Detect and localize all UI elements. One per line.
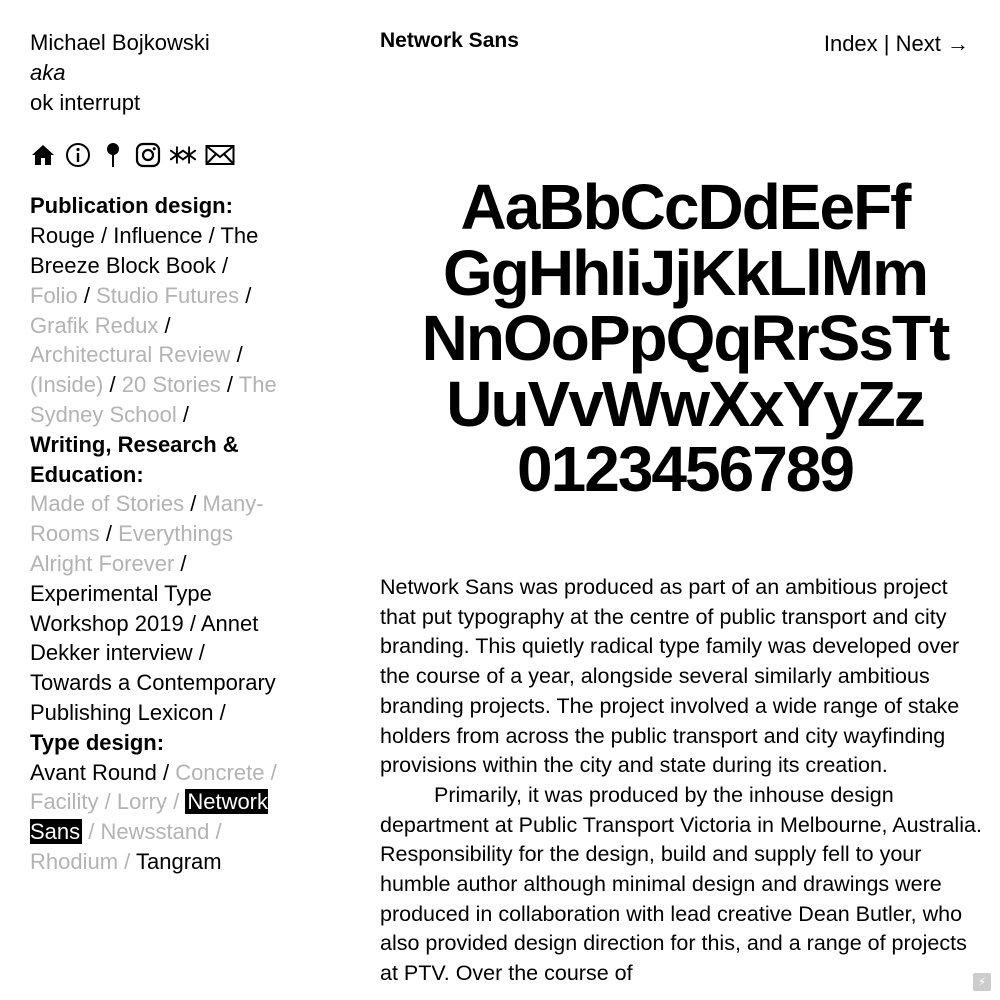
project-menu [30,191,280,876]
section-type: Type design: Avant Round / Concrete / Facility / Lorry / Network Sans / Newsstand / Rhodium / Tangram [30,729,277,874]
page-title: Network Sans [380,29,519,52]
lightning-badge-icon[interactable]: ⚡ [973,973,991,991]
menu-item-concrete[interactable]: Concrete [175,759,265,785]
project-description [380,573,985,989]
menu-item-influence[interactable]: Influence [113,223,203,249]
specimen-line: UuVvWwXxYyZz [446,367,924,440]
home-icon[interactable] [30,142,56,168]
aka-label: aka [30,59,66,85]
menu-item-annet-dekker-interview[interactable]: Annet Dekker interview [30,610,259,666]
section-writing: Writing, Research & Education: Made of Stories / Many-Rooms / Everythings Alright Forever / Experimental Type Workshop 2019 / Annet Dekker interview / Towards a Contemporary Publishing Lexicon / [30,431,276,725]
site-handle[interactable]: ok interrupt [30,89,141,115]
menu-item-many-rooms[interactable]: Many-Rooms [30,491,264,547]
icon-nav [30,141,280,169]
identity-block [30,28,280,117]
menu-item-rhodium[interactable]: Rhodium [30,848,119,874]
menu-item-newsstand[interactable]: Newsstand [100,819,210,845]
section-title-writing: Writing, Research & Education: [30,431,239,487]
menu-item-lorry[interactable]: Lorry [116,789,167,815]
menu-item-grafik-redux[interactable]: Grafik Redux [30,312,159,338]
info-icon[interactable] [65,142,91,168]
next-link[interactable]: Next → [895,31,969,56]
menu-item-20-stories[interactable]: 20 Stories [121,372,221,398]
specimen-line: NnOoPpQqRrSsTt [421,302,949,374]
menu-item-everythings-alright-forever[interactable]: Everythings Alright Forever [30,521,234,576]
pin-icon[interactable] [100,142,126,168]
section-title-type: Type design: [30,729,165,755]
description-paragraph: Network Sans was produced as part of an ambitious project that put typography at the centre of public transport and city branding. This quietly radical type family was developed over the course of a year, alongside several similarly ambitious branding projects. The project involved a wide range of stake holders from across the public transport and city wayfinding provisions within the city and state during its creation. [380,575,960,778]
menu-item-rouge[interactable]: Rouge [30,223,95,249]
menu-item-inside[interactable]: (Inside) [30,372,104,398]
menu-item-sydney-school[interactable]: The Sydney School [30,372,277,427]
mail-icon[interactable] [205,142,235,168]
menu-item-breeze-block-book[interactable]: The Breeze Block Book [30,223,259,278]
menu-item-studio-futures[interactable]: Studio Futures [96,282,240,308]
section-title-publication: Publication design: [30,193,233,219]
menu-item-network-sans[interactable]: Network Sans [30,789,269,845]
asterisks-icon[interactable] [170,142,196,168]
menu-item-architectural-review[interactable]: Architectural Review [30,342,231,368]
index-link[interactable]: Index [823,31,878,56]
specimen-line: GgHhIiJjKkLlMm [442,236,928,309]
top-nav [824,29,969,58]
menu-item-made-of-stories[interactable]: Made of Stories [30,491,185,517]
section-publication: Publication design: Rouge / Influence / The Breeze Block Book / Folio / Studio Futures / Grafik Redux / Architectural Review / (Inside) / 20 Stories / The Sydney School / [30,193,277,427]
sidebar [30,28,280,877]
instagram-icon[interactable] [135,142,161,168]
menu-item-avant-round[interactable]: Avant Round [30,759,157,785]
nav-separator: | [883,31,890,56]
menu-item-folio[interactable]: Folio [30,282,78,308]
description-paragraph: Primarily, it was produced by the inhouse design department at Public Transport Victoria in Melbourne, Australia. Responsibility for the design, build and supply fell to your humble author although minimal design and drawings were produced in collaboration with lead creative Dean Butler, who also provided design direction for this, and a range of projects at PTV. Over the course of [380,782,982,986]
type-specimen [380,171,990,505]
specimen-line: 0123456789 [517,433,853,505]
menu-item-publishing-lexicon[interactable]: Towards a Contemporary Publishing Lexicon [30,670,276,725]
site-owner-name[interactable]: Michael Bojkowski [30,30,210,55]
menu-item-tangram[interactable]: Tangram [136,848,222,874]
specimen-line: AaBbCcDdEeFf [460,171,910,243]
menu-item-facility[interactable]: Facility [30,789,99,815]
menu-item-experimental-type-workshop[interactable]: Experimental Type Workshop 2019 [30,580,212,636]
